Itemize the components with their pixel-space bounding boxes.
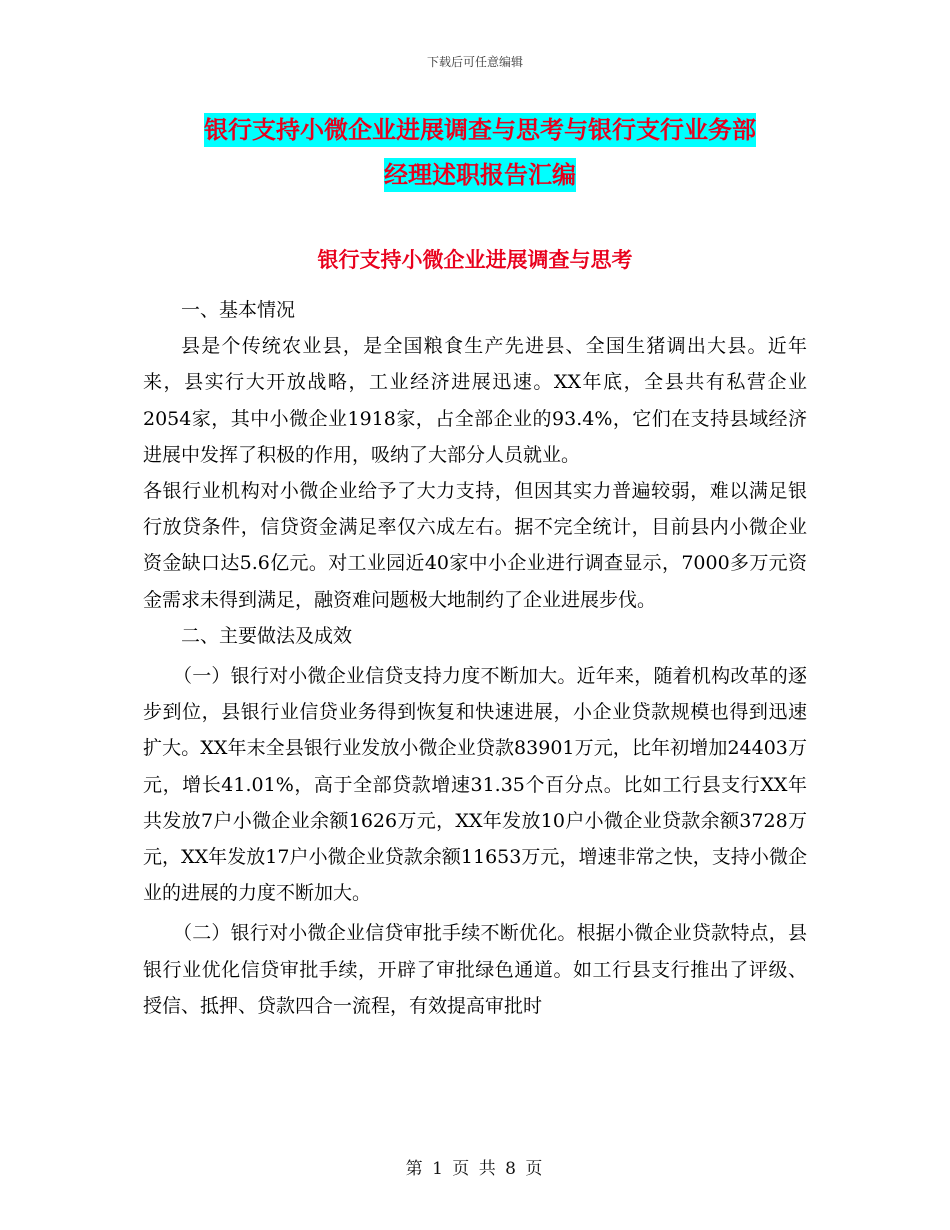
title-line-1: 银行支持小微企业进展调查与思考与银行支行业务部 <box>204 113 756 147</box>
paragraph: （二）银行对小微企业信贷审批手续不断优化。根据小微企业贷款特点，县银行业优化信贷审批手续，开辟了审批绿色通道。如工行县支行推出了评级、授信、抵押、贷款四合一流程，有效提高审批时 <box>143 922 807 1017</box>
section-title: 银行支持小微企业进展调查与思考 <box>317 248 633 272</box>
page-number: 第 1 页 共 8 页 <box>405 1159 545 1179</box>
paragraph: 县是个传统农业县，是全国粮食生产先进县、全国生猪调出大县。近年来，县实行大开放战略，工业经济进展迅速。XX年底，全县共有私营企业2054家，其中小微企业1918家，占全部企业的93.4%，它们在支持县域经济进展中发挥了积极的作用，吸纳了大部分人员就业。 <box>143 335 807 466</box>
section-heading-measures: 二、主要做法及成效 <box>181 624 353 647</box>
section-heading-basic: 一、基本情况 <box>181 299 296 321</box>
document-body <box>143 292 807 1024</box>
title-line-2: 经理述职报告汇编 <box>384 158 576 192</box>
header-note: 下载后可任意编辑 <box>426 55 523 69</box>
paragraph: （一）银行对小微企业信贷支持力度不断加大。近年来，随着机构改革的逐步到位，县银行业信贷业务得到恢复和快速进展，小企业贷款规模也得到迅速扩大。XX年末全县银行业发放小微企业贷款83901万元，比年初增加24403万元，增长41.01%，高于全部贷款增速31.35个百分点。比如工行县支行XX年共发放7户小微企业余额1626万元，XX年发放10户小微企业贷款余额3728万元，XX年发放17户小微企业贷款余额11653万元，增速非常之快，支持小微企业的进展的力度不断加大。 <box>143 665 807 905</box>
paragraph: 各银行业机构对小微企业给予了大力支持，但因其实力普遍较弱，难以满足银行放贷条件，信贷资金满足率仅六成左右。据不完全统计，目前县内小微企业资金缺口达5.6亿元。对工业园近40家中小企业进行调查显示，7000多万元资金需求未得到满足，融资难问题极大地制约了企业进展步伐。 <box>143 480 807 611</box>
document-title <box>140 108 820 198</box>
